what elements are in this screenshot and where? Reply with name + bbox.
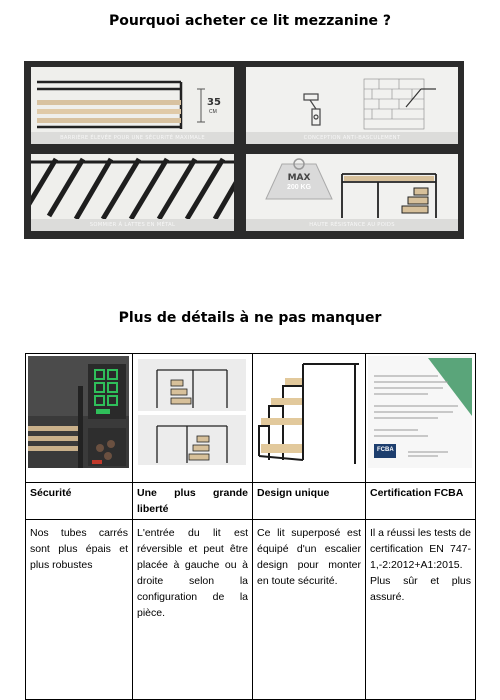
railing-height-value: 35	[207, 97, 221, 108]
text-certification: Il a réussi les tests de certification EN 747-1,-2:2012+A1:2015. Plus sûr et plus assuré.	[366, 520, 476, 700]
freedom-photo	[135, 356, 249, 468]
title-certification: Certification FCBA	[366, 483, 476, 520]
details-table	[25, 353, 476, 700]
feature-panel-slats	[31, 154, 234, 231]
text-row	[26, 520, 476, 700]
text-freedom: L'entrée du lit est réversible et peut être placée à gauche ou à droite selon la configuration de la pièce.	[133, 520, 253, 700]
security-photo	[28, 356, 129, 468]
image-cell-freedom	[133, 354, 253, 483]
feature-board	[24, 61, 464, 239]
heading-details: Plus de détails à ne pas manquer	[118, 310, 382, 326]
title-row	[26, 483, 476, 520]
text-security: Nos tubes carrés sont plus épais et plus robustes	[26, 520, 133, 700]
feature-panel-weight	[246, 154, 458, 231]
image-cell-design	[253, 354, 366, 483]
fcba-logo: FCBA	[377, 447, 394, 453]
weight-max-label: MAX	[287, 173, 311, 183]
image-cell-certification	[366, 354, 476, 483]
title-freedom: Une plus grande liberté	[133, 483, 253, 520]
heading-why-buy: Pourquoi acheter ce lit mezzanine ?	[108, 13, 392, 29]
caption-railing: BARRIÈRE ÉLEVÉE POUR UNE SÉCURITÉ MAXIMALE	[31, 132, 234, 144]
image-row	[26, 354, 476, 483]
weight-value: 200 KG	[286, 184, 312, 191]
title-security: Sécurité	[26, 483, 133, 520]
feature-panel-anti-tip	[246, 67, 458, 144]
caption-anti-tip: CONCEPTION ANTI-BASCULEMENT	[246, 132, 458, 144]
feature-panel-railing	[31, 67, 234, 144]
title-design: Design unique	[253, 483, 366, 520]
image-cell-security	[26, 354, 133, 483]
design-photo	[255, 356, 362, 468]
railing-height-unit: CM	[209, 109, 217, 115]
caption-weight: HAUTE RÉSISTANCE AU POIDS	[246, 219, 458, 231]
text-design: Ce lit superposé est équipé d'un escalier design pour monter en toute sécurité.	[253, 520, 366, 700]
caption-slats: SOMMIER À LATTES EN MÉTAL	[31, 219, 234, 231]
